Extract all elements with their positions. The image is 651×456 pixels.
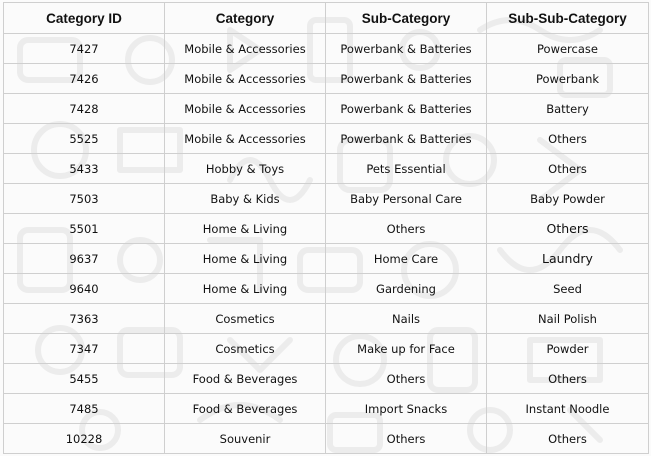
cell-sub-sub-category: Powder: [487, 334, 649, 364]
cell-sub-sub-category: Others: [487, 424, 649, 454]
table-row: [4, 364, 649, 394]
cell-category: Food & Beverages: [165, 364, 326, 394]
table-row: [4, 64, 649, 94]
cell-category: Home & Living: [165, 214, 326, 244]
cell-category: Mobile & Accessories: [165, 94, 326, 124]
table-row: [4, 334, 649, 364]
cell-category: Mobile & Accessories: [165, 124, 326, 154]
cell-category-id: 7503: [4, 184, 165, 214]
cell-category-id: 5525: [4, 124, 165, 154]
cell-sub-category: Gardening: [326, 274, 487, 304]
cell-category: Hobby & Toys: [165, 154, 326, 184]
header-category-id: Category ID: [4, 3, 165, 34]
cell-sub-sub-category: Seed: [487, 274, 649, 304]
cell-category: Baby & Kids: [165, 184, 326, 214]
cell-sub-sub-category: Baby Powder: [487, 184, 649, 214]
cell-sub-category: Pets Essential: [326, 154, 487, 184]
cell-sub-sub-category: Battery: [487, 94, 649, 124]
cell-category: Cosmetics: [165, 334, 326, 364]
table-row: [4, 304, 649, 334]
cell-sub-sub-category: Powercase: [487, 34, 649, 64]
table-header-row: [4, 3, 649, 34]
cell-sub-sub-category: Laundry: [487, 244, 649, 274]
cell-sub-sub-category: Nail Polish: [487, 304, 649, 334]
cell-category-id: 5455: [4, 364, 165, 394]
cell-category: Mobile & Accessories: [165, 34, 326, 64]
cell-sub-sub-category: Others: [487, 124, 649, 154]
table-row: [4, 34, 649, 64]
cell-category-id: 7363: [4, 304, 165, 334]
cell-category-id: 7347: [4, 334, 165, 364]
cell-sub-sub-category: Others: [487, 214, 649, 244]
cell-category: Home & Living: [165, 244, 326, 274]
table-row: [4, 424, 649, 454]
cell-category-id: 7426: [4, 64, 165, 94]
cell-category-id: 9640: [4, 274, 165, 304]
category-table: [3, 2, 649, 454]
cell-sub-category: Powerbank & Batteries: [326, 94, 487, 124]
cell-category: Souvenir: [165, 424, 326, 454]
table-row: [4, 94, 649, 124]
cell-sub-sub-category: Others: [487, 364, 649, 394]
table-row: [4, 124, 649, 154]
cell-sub-category: Powerbank & Batteries: [326, 34, 487, 64]
cell-category-id: 7427: [4, 34, 165, 64]
cell-sub-sub-category: Instant Noodle: [487, 394, 649, 424]
cell-sub-category: Make up for Face: [326, 334, 487, 364]
header-category: Category: [165, 3, 326, 34]
header-sub-sub-category: Sub-Sub-Category: [487, 3, 649, 34]
cell-sub-category: Others: [326, 364, 487, 394]
cell-category: Food & Beverages: [165, 394, 326, 424]
table-row: [4, 214, 649, 244]
cell-category-id: 7428: [4, 94, 165, 124]
cell-sub-sub-category: Others: [487, 154, 649, 184]
cell-sub-category: Home Care: [326, 244, 487, 274]
cell-category: Mobile & Accessories: [165, 64, 326, 94]
cell-sub-category: Baby Personal Care: [326, 184, 487, 214]
cell-category-id: 7485: [4, 394, 165, 424]
cell-sub-category: Nails: [326, 304, 487, 334]
cell-sub-category: Powerbank & Batteries: [326, 64, 487, 94]
cell-category: Home & Living: [165, 274, 326, 304]
table-row: [4, 244, 649, 274]
cell-sub-category: Others: [326, 214, 487, 244]
cell-category-id: 5433: [4, 154, 165, 184]
cell-sub-category: Powerbank & Batteries: [326, 124, 487, 154]
cell-sub-category: Import Snacks: [326, 394, 487, 424]
table-row: [4, 274, 649, 304]
table-row: [4, 184, 649, 214]
table-row: [4, 394, 649, 424]
cell-category-id: 5501: [4, 214, 165, 244]
header-sub-category: Sub-Category: [326, 3, 487, 34]
cell-sub-sub-category: Powerbank: [487, 64, 649, 94]
table-row: [4, 154, 649, 184]
cell-category: Cosmetics: [165, 304, 326, 334]
cell-category-id: 10228: [4, 424, 165, 454]
cell-sub-category: Others: [326, 424, 487, 454]
cell-category-id: 9637: [4, 244, 165, 274]
